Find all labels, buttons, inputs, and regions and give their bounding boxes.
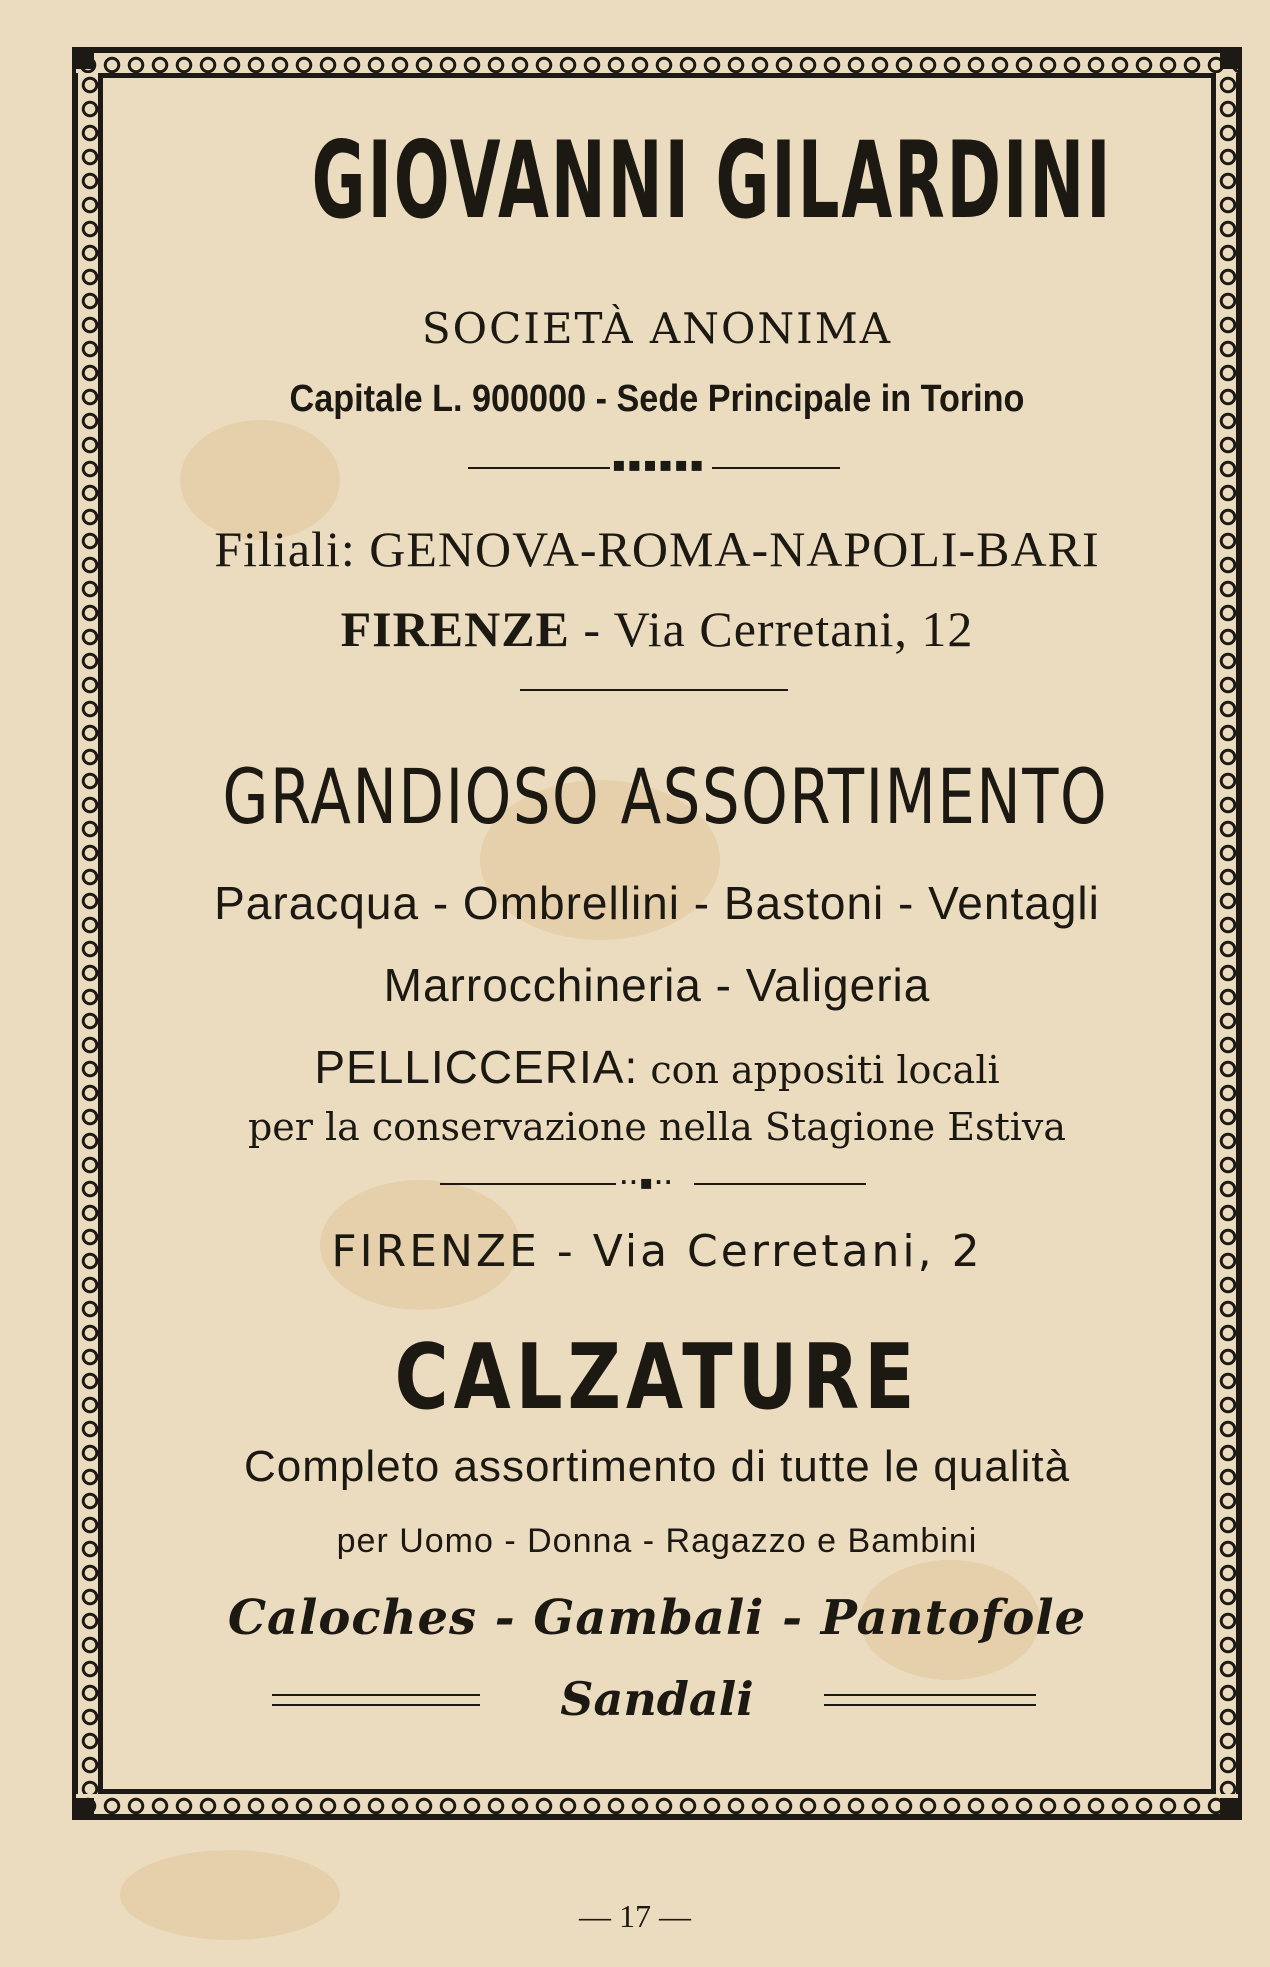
- frame-corner: [76, 51, 94, 69]
- fur-line: [100, 1040, 1214, 1094]
- fur-note: per la conservazione nella Stagione Estiva: [247, 1105, 1067, 1149]
- shoes-for-whom: per Uomo - Donna - Ragazzo e Bambini: [336, 1522, 978, 1560]
- ornament-band-bottom: [76, 1792, 1238, 1816]
- products-line-1: Paracqua - Ombrellini - Bastoni - Ventagli: [214, 877, 1100, 929]
- page-number: — 17 —: [579, 1898, 691, 1934]
- divider-rule: [520, 689, 788, 691]
- ornament-band-right: [1214, 73, 1238, 1794]
- company-type: SOCIETÀ ANONIMA: [421, 304, 893, 353]
- divider-rule-left: [468, 467, 610, 469]
- products-line-2: Marrocchineria - Valigeria: [383, 959, 931, 1011]
- assortment-heading: GRANDIOSO ASSORTIMENTO: [222, 752, 1109, 841]
- frame-corner: [76, 1798, 94, 1816]
- divider-rule-right: [712, 467, 840, 469]
- shoes-heading: CALZATURE: [394, 1325, 920, 1430]
- divider-rule-right: [694, 1183, 866, 1185]
- ornament-band-top: [76, 51, 1238, 75]
- florence-street: - Via Cerretani, 12: [569, 601, 974, 657]
- divider-ornament: ··▪··: [620, 1170, 674, 1194]
- shoe-store-address: FIRENZE - Via Cerretani, 2: [331, 1226, 983, 1277]
- sandals-label: Sandali: [560, 1672, 754, 1726]
- divider-dots: ▪▪▪▪▪▪: [612, 452, 706, 476]
- ornament-band-left: [76, 73, 100, 1794]
- capital-line: Capitale L. 900000 - Sede Principale in Torino: [289, 378, 1025, 420]
- frame-corner: [1220, 51, 1238, 69]
- florence-branch-address: [100, 600, 1214, 658]
- fur-text: con appositi locali: [638, 1048, 1000, 1092]
- frame-corner: [1220, 1798, 1238, 1816]
- shoe-types: Caloches - Gambali - Pantofole: [227, 1590, 1087, 1646]
- florence-city: FIRENZE: [340, 601, 570, 657]
- branches-line: Filiali: GENOVA-ROMA-NAPOLI-BARI: [214, 521, 1100, 577]
- shoes-description: Completo assortimento di tutte le qualità: [243, 1442, 1071, 1491]
- double-rule-right: [824, 1694, 1036, 1706]
- company-name: GIOVANNI GILARDINI: [311, 119, 1113, 242]
- divider-rule-left: [440, 1183, 616, 1185]
- fur-heading: PELLICCERIA:: [314, 1041, 639, 1093]
